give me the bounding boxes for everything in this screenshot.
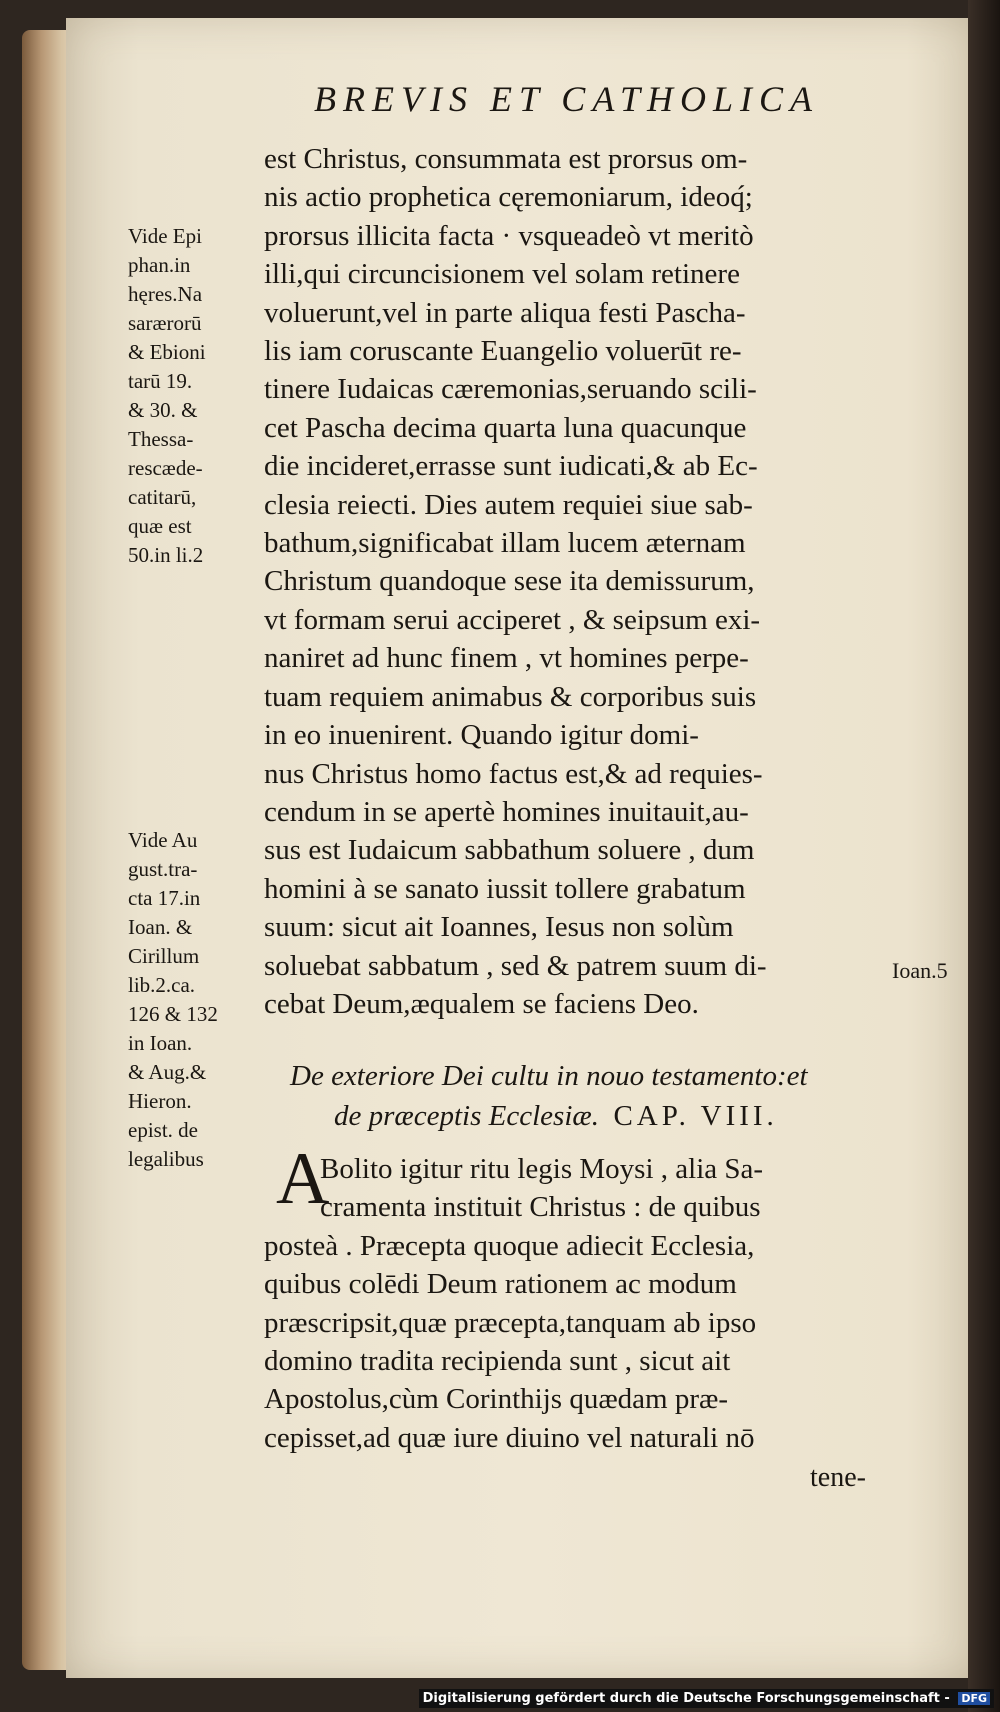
text-line: & 30. & [128, 398, 198, 422]
text-line: est Christus, consummata est prorsus om- [264, 143, 748, 175]
paragraph-two [264, 1150, 884, 1457]
text-line: tuam requiem animabus & corporibus suis [264, 680, 757, 713]
scan-border [968, 0, 1000, 1712]
text-line: Christum quandoque sese ita demissurum, [264, 565, 755, 598]
chapter-heading-line2-wrap [290, 1096, 900, 1136]
text-line: cebat Deum,æqualem se faciens Deo. [264, 987, 699, 1020]
text-line: sarærorū [128, 311, 202, 335]
margin-note-epiphanius [128, 222, 268, 570]
text-line: 126 & 132 [128, 1002, 218, 1026]
dfg-logo: DFG [958, 1692, 990, 1705]
text-line: bathum,significabat illam lucem æternam [264, 527, 746, 560]
text-line: clesia reiecti. Dies autem requiei siue sab- [264, 488, 753, 521]
text-line: epist. de [128, 1118, 198, 1142]
text-line: phan.in [128, 253, 191, 277]
chapter-number: CAP. VIII. [613, 1100, 778, 1132]
footer-text: Digitalisierung gefördert durch die Deutsche Forschungsgemeinschaft - [422, 1691, 950, 1706]
text-line: nis actio prophetica cęremoniarum, ideoq́; [264, 181, 753, 214]
text-line: in Ioan. [128, 1031, 193, 1055]
digitization-footer [419, 1689, 994, 1708]
text-line: soluebat sabbatum , sed & patrem suum di- [264, 949, 767, 982]
text-line: vt formam serui acciperet , & seipsum exi- [264, 603, 761, 636]
text-line: sus est Iudaicum sabbathum soluere , dum [264, 834, 755, 867]
running-head: BREVIS ET CATHOLICA [314, 79, 820, 119]
text-line: suum: sicut ait Ioannes, Iesus non solùm [264, 911, 734, 944]
drop-cap: A [276, 1138, 330, 1220]
margin-note-right: Ioan.5 [892, 958, 948, 983]
text-line: quibus colēdi Deum rationem ac modum [264, 1268, 737, 1301]
text-line: Vide Epi [128, 224, 202, 248]
text-line: legalibus [128, 1147, 204, 1171]
text-line: & Aug.& [128, 1060, 207, 1084]
text-line: in eo inuenirent. Quando igitur domi- [264, 719, 699, 752]
text-line: die incideret,errasse sunt iudicati,& ab Ec- [264, 450, 758, 483]
text-line: voluerunt,vel in parte aliqua festi Pascha- [264, 296, 746, 329]
text-line: cepisset,ad quæ iure diuino vel naturali nō [264, 1421, 755, 1454]
margin-note-augustine [128, 826, 268, 1174]
text-line: posteà . Præcepta quoque adiecit Ecclesia, [264, 1229, 755, 1262]
text-line: prorsus illicita facta · vsqueadeò vt meritò [264, 219, 754, 252]
text-line: cendum in se apertè homines inuitauit,au- [264, 795, 749, 828]
catchword: tene- [810, 1462, 866, 1493]
text-line: nus Christus homo factus est,& ad requies- [264, 757, 763, 790]
text-line: tinere Iudaicas cæremonias,seruando scili- [264, 373, 757, 406]
body-text [264, 140, 884, 1023]
text-line: gust.tra- [128, 857, 198, 881]
text-line: Bolito igitur ritu legis Moysi , alia Sa- [320, 1153, 764, 1185]
text-line: Thessa- [128, 427, 194, 451]
chapter-heading [290, 1056, 900, 1136]
text-line: Hieron. [128, 1089, 192, 1113]
text-line: Ioan. & [128, 915, 193, 939]
text-line: præscripsit,quæ præcepta,tanquam ab ipso [264, 1306, 757, 1339]
text-line: hęres.Na [128, 282, 203, 306]
text-line: tarū 19. [128, 369, 193, 393]
text-line: Vide Au [128, 828, 198, 852]
text-line: lib.2.ca. [128, 973, 196, 997]
text-line: illi,qui circuncisionem vel solam retinere [264, 258, 740, 291]
text-line: cta 17.in [128, 886, 201, 910]
text-line: domino tradita recipienda sunt , sicut ait [264, 1345, 731, 1378]
text-line: lis iam coruscante Euangelio voluerūt re- [264, 335, 742, 368]
chapter-heading-line1: De exteriore Dei cultu in nouo testamento:et [290, 1060, 808, 1092]
text-line: quæ est [128, 514, 192, 538]
text-line: rescæde- [128, 456, 203, 480]
text-line: naniret ad hunc finem , vt homines perpe- [264, 642, 749, 675]
text-line: Cirillum [128, 944, 200, 968]
text-line: Apostolus,cùm Corinthijs quædam præ- [264, 1383, 728, 1416]
text-line: cet Pascha decima quarta luna quacunque [264, 411, 747, 444]
text-line: & Ebioni [128, 340, 206, 364]
text-line: catitarū, [128, 485, 197, 509]
chapter-heading-line2: de præceptis Ecclesiæ. [334, 1100, 599, 1132]
text-line: homini à se sanato iussit tollere grabatum [264, 872, 746, 905]
text-line: 50.in li.2 [128, 543, 204, 567]
text-line: cramenta instituit Christus : de quibus [320, 1191, 761, 1224]
